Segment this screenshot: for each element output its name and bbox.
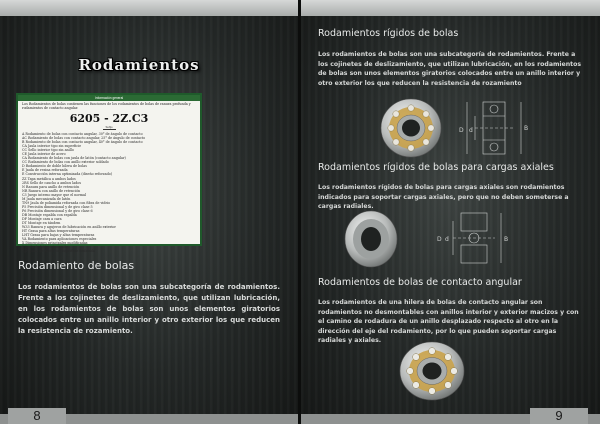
spec-sheet-intro: Los Rodamientos de bolas contienen las funciones de los rodamientos de bolas de ranura profunda y rodamientos de contacto angular.: [22, 102, 191, 110]
left-page: [0, 0, 298, 424]
spec-line: DT Montaje en tándem: [22, 221, 61, 226]
spec-line: E Jaula de resina reforzada: [22, 168, 68, 173]
spec-line: LHT Grasa para bajas y altas temperaturas: [22, 233, 95, 238]
dim-label-outer-d: D: [437, 236, 442, 243]
bearing-code: 6205 - 2Z.C3: [69, 112, 149, 125]
spec-line: P6 Precisión dimensional y de giro clase 6: [22, 208, 93, 213]
spec-line: 2RS Sello de caucho a ambos lados: [22, 180, 82, 185]
spec-line: A Rodamiento de bolas con contacto angular, 30° de ángulo de contacto: [22, 132, 143, 136]
spec-line: HT Grasa para altas temperaturas: [22, 229, 80, 234]
spec-sheet-list: [18, 130, 200, 253]
section-paragraph-rigid: Los rodamientos de bolas son una subcategoría de rodamientos. Frente a los cojinetes de deslizamiento, que utilizan lubricación, en los rodamientos de bolas son unos elementos giratorios colocados entre un anillo interior y otro exterior los que reducen la resistencia de rozamiento: [318, 51, 582, 87]
spec-line: D Rodamiento de doble hilera de bolas: [22, 164, 87, 169]
dim-label-outer-d: D: [459, 127, 464, 134]
angular-bearing-figure: [397, 340, 467, 402]
spec-line: AC Rodamiento de bolas con contacto angular, 25° de ángulo de contacto: [22, 136, 146, 141]
spec-sheet-header: Información general: [18, 95, 200, 101]
dim-label-b: B: [524, 125, 529, 132]
spec-sheet-image: [16, 93, 202, 254]
axial-bearing-figure: [341, 207, 541, 269]
right-page: [301, 0, 600, 424]
page-number: 9: [530, 408, 588, 424]
spec-line: X Dimensiones principales modificadas: [22, 241, 88, 246]
section-paragraph-axial: Los rodamientos rígidos de bolas para cargas axiales son rodamientos indicados para soportar cargas axiales, pero que no deben someterse a cargas radiales.: [318, 184, 569, 210]
section-heading: Rodamiento de bolas: [18, 259, 135, 272]
spec-line: W33 Ranura y agujeros de lubricación en anillo exterior: [22, 225, 116, 230]
spec-line: DB Montaje espalda con espalda: [22, 212, 77, 217]
spec-line: B Rodamiento de bolas con contacto angular, 40° de ángulo de contacto: [22, 140, 143, 145]
spec-line: E Construcción interna optimizada (diseño reforzado): [22, 172, 112, 177]
spec-line: P5 Precisión dimensional y de giro clase 5: [22, 204, 93, 209]
spec-line: CA Rodamiento de bolas con jaula de latón (contacto angular): [22, 156, 126, 161]
spec-line: C3 Juego interno mayor que el normal: [22, 192, 87, 197]
top-strip: [0, 0, 298, 16]
section-heading-axial: Rodamientos rígidos de bolas para cargas axiales: [318, 162, 554, 173]
top-strip: [301, 0, 600, 16]
dim-label-d: d: [445, 236, 449, 243]
section-paragraph-angular: Los rodamientos de una hilera de bolas de contacto angular son rodamientos no desmontables con anillos interior y exterior macizos y con el camino de rodadura de un anillo desplazado respecto al otro en la dirección del eje del rodamiento, por lo que pueden soportar cargas radiales y axiales.: [318, 299, 579, 344]
spec-line: ZZ Tapa metálica a ambos lados: [22, 176, 76, 181]
spec-line: CC Rodamiento de bolas con anillo exterior soldado: [22, 160, 109, 165]
spec-line: N Ranura para anillo de retención: [22, 184, 80, 189]
spec-line: CC Sello interior tipo sin anillo: [22, 148, 74, 153]
spec-line: DF Montaje cara a cara: [22, 216, 62, 221]
section-paragraph: Los rodamientos de bolas son una subcategoría de rodamientos. Frente a los cojinetes de deslizamiento, que utilizan lubricación, en los rodamientos de bolas son unos elementos giratorios colocados entre un anillo interior y otro exterior los que reducen la resistencia de rozamiento.: [18, 283, 280, 335]
section-heading-rigid: Rodamientos rígidos de bolas: [318, 28, 459, 39]
page-number: 8: [8, 408, 66, 424]
dim-label-b: B: [504, 236, 509, 243]
spec-line: TN9 Jaula de poliamida reforzada con fibra de vidrio: [22, 200, 111, 205]
page-title: Rodamientos: [78, 56, 200, 74]
spec-sheet-subtitle-text: Sufijo: [103, 125, 116, 130]
spec-line: CA Jaula interior tipo sin superficie: [22, 144, 82, 149]
rigid-bearing-figure: [371, 96, 571, 160]
spec-line: GJN Jaula de acero con superficie fosfatada: [22, 249, 95, 254]
spec-line: M Jaula mecanizada de latón: [22, 196, 71, 201]
spec-line: NR Ranura con anillo de retención: [22, 188, 81, 193]
section-heading-angular: Rodamientos de bolas de contacto angular: [318, 277, 522, 288]
spec-line: VA Rodamiento para aplicaciones especiales: [22, 237, 97, 242]
dim-label-d: d: [469, 127, 473, 134]
spec-line: CE Jaula interior de acero: [22, 152, 66, 157]
spec-line: Y Jaula de latón estampado: [22, 245, 68, 250]
